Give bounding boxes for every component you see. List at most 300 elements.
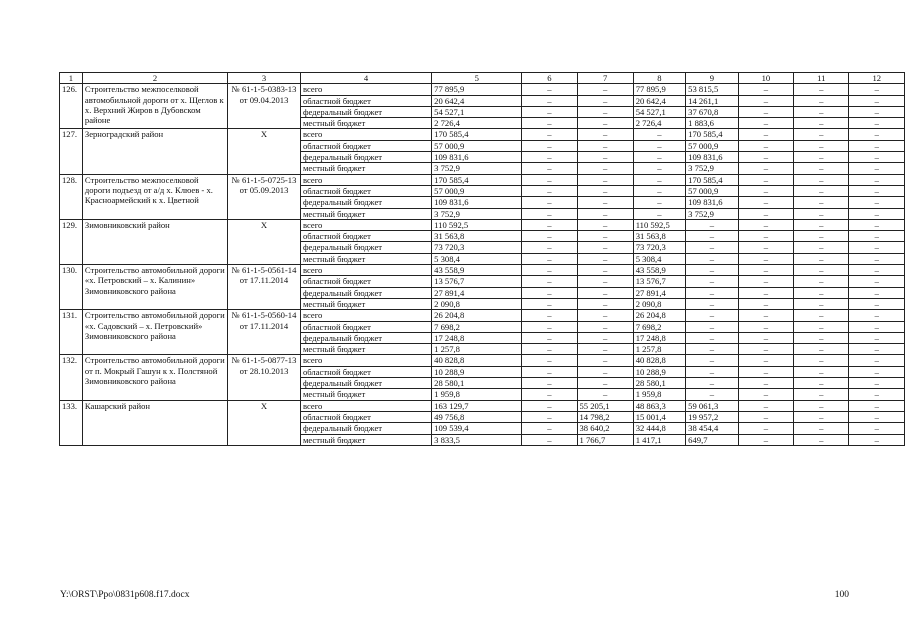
row-number: 130.: [60, 265, 83, 310]
amount-cell: –: [686, 287, 739, 298]
amount-cell: 1 766,7: [577, 434, 633, 445]
amount-cell: 13 576,7: [633, 276, 685, 287]
amount-cell: –: [794, 106, 849, 117]
table-row: [60, 84, 905, 95]
amount-cell: –: [522, 84, 577, 95]
amount-cell: –: [738, 298, 793, 309]
amount-cell: 14 261,1: [686, 95, 739, 106]
row-number: 133.: [60, 400, 83, 445]
amount-cell: –: [849, 242, 905, 253]
page-number: 100: [834, 590, 849, 600]
funding-source: федеральный бюджет: [300, 106, 431, 117]
amount-cell: –: [577, 253, 633, 264]
amount-cell: –: [577, 389, 633, 400]
amount-cell: –: [794, 265, 849, 276]
col-header: 2: [82, 73, 227, 84]
amount-cell: –: [686, 253, 739, 264]
col-header: 6: [522, 73, 577, 84]
amount-cell: –: [738, 129, 793, 140]
amount-cell: –: [577, 140, 633, 151]
amount-cell: 7 698,2: [633, 321, 685, 332]
amount-cell: –: [738, 219, 793, 230]
amount-cell: 3 752,9: [432, 163, 522, 174]
amount-cell: –: [794, 95, 849, 106]
table-row: [60, 265, 905, 276]
amount-cell: –: [849, 298, 905, 309]
amount-cell: –: [738, 265, 793, 276]
col-header: 1: [60, 73, 83, 84]
amount-cell: –: [794, 118, 849, 129]
row-number: 132.: [60, 355, 83, 400]
col-header: 11: [794, 73, 849, 84]
amount-cell: 32 444,8: [633, 423, 685, 434]
amount-cell: 57 000,9: [432, 185, 522, 196]
funding-source: областной бюджет: [300, 276, 431, 287]
amount-cell: –: [849, 106, 905, 117]
amount-cell: –: [738, 344, 793, 355]
amount-cell: –: [849, 344, 905, 355]
amount-cell: –: [522, 366, 577, 377]
amount-cell: –: [738, 106, 793, 117]
amount-cell: 54 527,1: [432, 106, 522, 117]
object-name: Строительство автомобильной дороги «х. Петровский – х. Калинин» Зимовниковского района: [82, 265, 227, 310]
object-name: Зимовниковский район: [82, 219, 227, 264]
row-number: 127.: [60, 129, 83, 174]
amount-cell: –: [794, 253, 849, 264]
amount-cell: –: [849, 152, 905, 163]
amount-cell: 19 957,2: [686, 411, 739, 422]
amount-cell: –: [738, 163, 793, 174]
amount-cell: 10 288,9: [432, 366, 522, 377]
amount-cell: –: [686, 366, 739, 377]
amount-cell: –: [794, 129, 849, 140]
amount-cell: –: [738, 332, 793, 343]
amount-cell: –: [849, 276, 905, 287]
amount-cell: –: [738, 84, 793, 95]
col-header: 3: [228, 73, 301, 84]
amount-cell: –: [794, 321, 849, 332]
amount-cell: –: [577, 118, 633, 129]
amount-cell: 109 831,6: [686, 197, 739, 208]
amount-cell: –: [522, 344, 577, 355]
funding-source: всего: [300, 129, 431, 140]
row-number: 128.: [60, 174, 83, 219]
amount-cell: 3 752,9: [686, 163, 739, 174]
amount-cell: –: [633, 129, 685, 140]
amount-cell: 38 640,2: [577, 423, 633, 434]
amount-cell: 26 204,8: [633, 310, 685, 321]
amount-cell: –: [577, 344, 633, 355]
amount-cell: –: [522, 106, 577, 117]
amount-cell: –: [577, 95, 633, 106]
amount-cell: 5 308,4: [633, 253, 685, 264]
amount-cell: 31 563,8: [633, 231, 685, 242]
amount-cell: –: [738, 231, 793, 242]
file-path: Y:\ORST\Ppo\0831p608.f17.docx: [60, 590, 190, 600]
object-name: Строительство автомобильной дороги от п. Мокрый Гашун к х. Полстяной Зимовниковского района: [82, 355, 227, 400]
funding-source: всего: [300, 84, 431, 95]
amount-cell: –: [522, 265, 577, 276]
amount-cell: –: [522, 298, 577, 309]
amount-cell: –: [849, 411, 905, 422]
amount-cell: –: [794, 185, 849, 196]
amount-cell: 3 752,9: [432, 208, 522, 219]
amount-cell: –: [849, 423, 905, 434]
amount-cell: –: [794, 411, 849, 422]
expertise-doc: № 61-1-5-0725-13 от 05.09.2013: [228, 174, 301, 219]
expertise-doc: № 61-1-5-0383-13 от 09.04.2013: [228, 84, 301, 129]
col-header: 7: [577, 73, 633, 84]
amount-cell: –: [849, 310, 905, 321]
amount-cell: –: [738, 140, 793, 151]
amount-cell: –: [522, 287, 577, 298]
amount-cell: –: [633, 140, 685, 151]
amount-cell: –: [738, 411, 793, 422]
amount-cell: –: [522, 411, 577, 422]
amount-cell: –: [849, 174, 905, 185]
amount-cell: –: [522, 163, 577, 174]
expertise-doc: Х: [228, 129, 301, 174]
amount-cell: –: [738, 389, 793, 400]
amount-cell: 2 726,4: [633, 118, 685, 129]
amount-cell: 49 756,8: [432, 411, 522, 422]
amount-cell: 170 585,4: [686, 174, 739, 185]
funding-source: всего: [300, 219, 431, 230]
amount-cell: 14 798,2: [577, 411, 633, 422]
table-row: [60, 129, 905, 140]
amount-cell: 2 090,8: [432, 298, 522, 309]
amount-cell: 7 698,2: [432, 321, 522, 332]
object-name: Строительство межпоселковой дороги подъезд от а/д х. Клюев - х. Красноармейский к х. Цветной: [82, 174, 227, 219]
amount-cell: 57 000,9: [432, 140, 522, 151]
table-row: [60, 174, 905, 185]
amount-cell: –: [738, 253, 793, 264]
amount-cell: 28 580,1: [633, 378, 685, 389]
amount-cell: 57 000,9: [686, 140, 739, 151]
amount-cell: –: [738, 310, 793, 321]
funding-source: областной бюджет: [300, 95, 431, 106]
amount-cell: –: [849, 163, 905, 174]
amount-cell: –: [738, 118, 793, 129]
amount-cell: –: [794, 140, 849, 151]
amount-cell: –: [794, 231, 849, 242]
amount-cell: –: [738, 197, 793, 208]
amount-cell: –: [794, 423, 849, 434]
amount-cell: –: [849, 118, 905, 129]
amount-cell: –: [633, 163, 685, 174]
amount-cell: –: [686, 242, 739, 253]
amount-cell: 109 831,6: [686, 152, 739, 163]
amount-cell: 110 592,5: [633, 219, 685, 230]
row-number: 129.: [60, 219, 83, 264]
amount-cell: 57 000,9: [686, 185, 739, 196]
amount-cell: –: [794, 344, 849, 355]
amount-cell: –: [738, 400, 793, 411]
funding-source: федеральный бюджет: [300, 287, 431, 298]
amount-cell: 43 558,9: [633, 265, 685, 276]
amount-cell: –: [633, 185, 685, 196]
amount-cell: 3 833,5: [432, 434, 522, 445]
amount-cell: –: [794, 84, 849, 95]
amount-cell: 73 720,3: [633, 242, 685, 253]
amount-cell: –: [522, 378, 577, 389]
amount-cell: 17 248,8: [432, 332, 522, 343]
amount-cell: 1 883,6: [686, 118, 739, 129]
amount-cell: 170 585,4: [686, 129, 739, 140]
table-row: [60, 400, 905, 411]
amount-cell: 54 527,1: [633, 106, 685, 117]
amount-cell: –: [794, 287, 849, 298]
amount-cell: –: [577, 197, 633, 208]
amount-cell: 17 248,8: [633, 332, 685, 343]
col-header: 4: [300, 73, 431, 84]
amount-cell: –: [686, 378, 739, 389]
funding-source: местный бюджет: [300, 253, 431, 264]
amount-cell: –: [577, 208, 633, 219]
expertise-doc: № 61-1-5-0560-14 от 17.11.2014: [228, 310, 301, 355]
amount-cell: 40 828,8: [633, 355, 685, 366]
amount-cell: 48 863,3: [633, 400, 685, 411]
col-header: 5: [432, 73, 522, 84]
amount-cell: –: [738, 174, 793, 185]
amount-cell: –: [794, 208, 849, 219]
amount-cell: –: [522, 434, 577, 445]
expertise-doc: Х: [228, 400, 301, 445]
table-body: [60, 84, 905, 446]
amount-cell: 73 720,3: [432, 242, 522, 253]
amount-cell: –: [686, 219, 739, 230]
amount-cell: –: [849, 287, 905, 298]
amount-cell: –: [522, 242, 577, 253]
amount-cell: –: [794, 242, 849, 253]
amount-cell: 38 454,4: [686, 423, 739, 434]
funding-source: областной бюджет: [300, 185, 431, 196]
amount-cell: –: [849, 378, 905, 389]
amount-cell: –: [849, 84, 905, 95]
amount-cell: 170 585,4: [432, 129, 522, 140]
amount-cell: –: [686, 355, 739, 366]
amount-cell: –: [522, 185, 577, 196]
funding-source: федеральный бюджет: [300, 423, 431, 434]
amount-cell: 27 891,4: [633, 287, 685, 298]
amount-cell: 15 001,4: [633, 411, 685, 422]
funding-source: местный бюджет: [300, 298, 431, 309]
amount-cell: 5 308,4: [432, 253, 522, 264]
object-name: Строительство межпоселковой автомобильной дороги от х. Щеглов к х. Верхний Жиров в Дубовском районе: [82, 84, 227, 129]
table-header: [60, 73, 905, 84]
amount-cell: –: [794, 298, 849, 309]
funding-source: федеральный бюджет: [300, 242, 431, 253]
amount-cell: 20 642,4: [432, 95, 522, 106]
amount-cell: –: [522, 310, 577, 321]
amount-cell: –: [794, 310, 849, 321]
amount-cell: –: [738, 378, 793, 389]
amount-cell: –: [522, 95, 577, 106]
col-header: 12: [849, 73, 905, 84]
amount-cell: –: [794, 174, 849, 185]
amount-cell: –: [849, 140, 905, 151]
amount-cell: –: [577, 276, 633, 287]
amount-cell: –: [849, 366, 905, 377]
amount-cell: –: [522, 400, 577, 411]
col-header: 9: [686, 73, 739, 84]
amount-cell: –: [738, 423, 793, 434]
amount-cell: –: [686, 265, 739, 276]
amount-cell: –: [849, 208, 905, 219]
amount-cell: –: [577, 219, 633, 230]
amount-cell: –: [849, 389, 905, 400]
amount-cell: –: [849, 219, 905, 230]
amount-cell: 28 580,1: [432, 378, 522, 389]
amount-cell: 3 752,9: [686, 208, 739, 219]
col-header: 10: [738, 73, 793, 84]
amount-cell: –: [686, 344, 739, 355]
amount-cell: –: [794, 389, 849, 400]
amount-cell: –: [577, 231, 633, 242]
funding-source: всего: [300, 355, 431, 366]
amount-cell: –: [738, 242, 793, 253]
amount-cell: –: [849, 253, 905, 264]
amount-cell: 1 257,8: [432, 344, 522, 355]
amount-cell: –: [794, 276, 849, 287]
row-number: 131.: [60, 310, 83, 355]
amount-cell: 649,7: [686, 434, 739, 445]
amount-cell: –: [794, 366, 849, 377]
amount-cell: –: [577, 355, 633, 366]
amount-cell: 53 815,5: [686, 84, 739, 95]
amount-cell: –: [738, 185, 793, 196]
amount-cell: –: [522, 197, 577, 208]
object-name: Кашарский район: [82, 400, 227, 445]
amount-cell: 109 831,6: [432, 197, 522, 208]
amount-cell: –: [794, 434, 849, 445]
amount-cell: –: [522, 152, 577, 163]
amount-cell: –: [686, 389, 739, 400]
amount-cell: –: [738, 366, 793, 377]
table-row: [60, 310, 905, 321]
amount-cell: –: [522, 231, 577, 242]
expertise-doc: № 61-1-5-0877-13 от 28.10.2013: [228, 355, 301, 400]
amount-cell: –: [794, 355, 849, 366]
funding-source: областной бюджет: [300, 411, 431, 422]
amount-cell: –: [849, 129, 905, 140]
amount-cell: –: [577, 129, 633, 140]
amount-cell: –: [849, 400, 905, 411]
funding-source: всего: [300, 400, 431, 411]
funding-source: всего: [300, 265, 431, 276]
funding-source: областной бюджет: [300, 231, 431, 242]
amount-cell: 13 576,7: [432, 276, 522, 287]
funding-source: федеральный бюджет: [300, 152, 431, 163]
amount-cell: –: [522, 219, 577, 230]
amount-cell: –: [577, 298, 633, 309]
amount-cell: 59 061,3: [686, 400, 739, 411]
amount-cell: –: [794, 197, 849, 208]
amount-cell: –: [522, 253, 577, 264]
amount-cell: –: [849, 197, 905, 208]
amount-cell: –: [522, 332, 577, 343]
amount-cell: –: [522, 355, 577, 366]
amount-cell: –: [686, 321, 739, 332]
amount-cell: –: [577, 366, 633, 377]
col-header: 8: [633, 73, 685, 84]
object-name: Зерноградский район: [82, 129, 227, 174]
amount-cell: 1 959,8: [633, 389, 685, 400]
funding-source: областной бюджет: [300, 366, 431, 377]
amount-cell: –: [738, 152, 793, 163]
amount-cell: –: [522, 140, 577, 151]
amount-cell: –: [577, 106, 633, 117]
amount-cell: 109 831,6: [432, 152, 522, 163]
amount-cell: –: [849, 95, 905, 106]
amount-cell: –: [633, 152, 685, 163]
amount-cell: 26 204,8: [432, 310, 522, 321]
amount-cell: –: [522, 389, 577, 400]
amount-cell: 40 828,8: [432, 355, 522, 366]
amount-cell: 31 563,8: [432, 231, 522, 242]
amount-cell: –: [738, 95, 793, 106]
amount-cell: –: [577, 174, 633, 185]
row-number: 126.: [60, 84, 83, 129]
funding-source: местный бюджет: [300, 208, 431, 219]
amount-cell: –: [522, 321, 577, 332]
amount-cell: –: [794, 163, 849, 174]
amount-cell: –: [522, 276, 577, 287]
amount-cell: –: [577, 242, 633, 253]
amount-cell: 2 090,8: [633, 298, 685, 309]
funding-source: местный бюджет: [300, 118, 431, 129]
amount-cell: –: [686, 310, 739, 321]
funding-source: местный бюджет: [300, 434, 431, 445]
table-row: [60, 219, 905, 230]
amount-cell: –: [522, 208, 577, 219]
funding-source: всего: [300, 310, 431, 321]
amount-cell: –: [794, 400, 849, 411]
amount-cell: 27 891,4: [432, 287, 522, 298]
funding-source: местный бюджет: [300, 389, 431, 400]
amount-cell: –: [577, 378, 633, 389]
table-row: [60, 355, 905, 366]
amount-cell: 1 959,8: [432, 389, 522, 400]
amount-cell: 37 670,8: [686, 106, 739, 117]
amount-cell: 109 539,4: [432, 423, 522, 434]
amount-cell: –: [686, 231, 739, 242]
amount-cell: –: [577, 265, 633, 276]
object-name: Строительство автомобильной дороги «х. Садовский – х. Петровский» Зимовниковского района: [82, 310, 227, 355]
amount-cell: –: [738, 321, 793, 332]
amount-cell: –: [794, 332, 849, 343]
amount-cell: 55 205,1: [577, 400, 633, 411]
amount-cell: 170 585,4: [432, 174, 522, 185]
amount-cell: –: [738, 276, 793, 287]
amount-cell: –: [849, 231, 905, 242]
amount-cell: –: [738, 434, 793, 445]
amount-cell: –: [849, 332, 905, 343]
expertise-doc: Х: [228, 219, 301, 264]
amount-cell: –: [577, 287, 633, 298]
amount-cell: –: [738, 355, 793, 366]
amount-cell: –: [522, 423, 577, 434]
amount-cell: –: [849, 265, 905, 276]
amount-cell: –: [633, 174, 685, 185]
amount-cell: –: [522, 118, 577, 129]
budget-table: [59, 72, 905, 446]
amount-cell: 110 592,5: [432, 219, 522, 230]
amount-cell: –: [738, 287, 793, 298]
amount-cell: 43 558,9: [432, 265, 522, 276]
amount-cell: –: [794, 378, 849, 389]
amount-cell: –: [577, 84, 633, 95]
